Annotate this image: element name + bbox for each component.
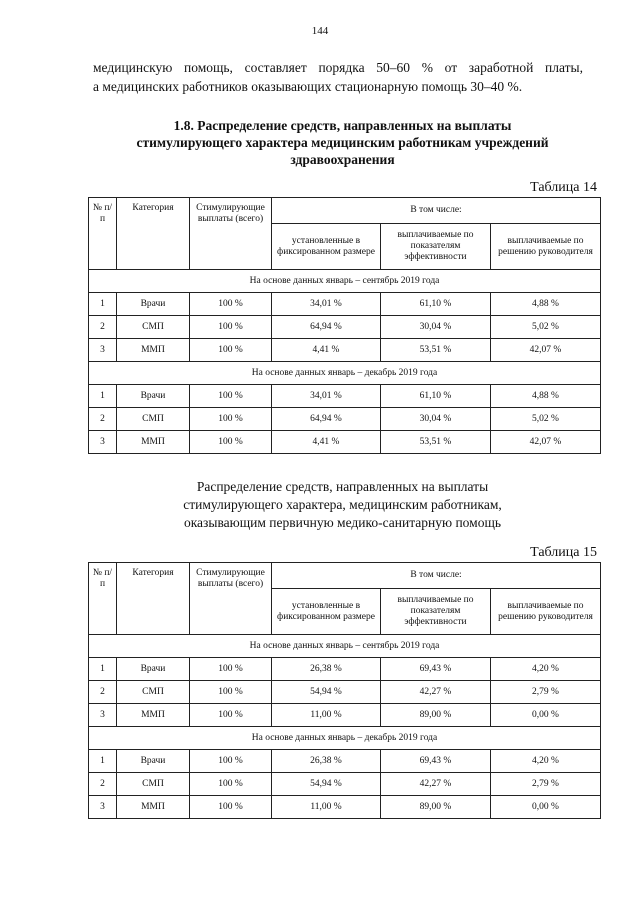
row-category: ММП <box>117 431 190 454</box>
row-efficiency: 69,43 % <box>381 658 491 681</box>
row-fixed: 64,94 % <box>272 316 381 339</box>
row-manager: 0,00 % <box>491 796 601 819</box>
row-efficiency: 30,04 % <box>381 316 491 339</box>
row-total: 100 % <box>190 385 272 408</box>
row-num: 1 <box>89 658 117 681</box>
table-row <box>89 293 601 316</box>
row-total: 100 % <box>190 293 272 316</box>
table-row <box>89 316 601 339</box>
row-total: 100 % <box>190 681 272 704</box>
subtitle-line-2: стимулирующего характера, медицинским работникам, <box>183 497 502 512</box>
row-num: 2 <box>89 773 117 796</box>
section-title-line-2: стимулирующего характера медицинским работникам учреждений <box>136 135 549 150</box>
row-manager: 4,88 % <box>491 385 601 408</box>
row-total: 100 % <box>190 316 272 339</box>
table-row <box>89 796 601 819</box>
row-total: 100 % <box>190 750 272 773</box>
row-fixed: 4,41 % <box>272 339 381 362</box>
header-category: Категория <box>117 198 190 270</box>
row-efficiency: 89,00 % <box>381 796 491 819</box>
row-manager: 4,88 % <box>491 293 601 316</box>
header-efficiency: выплачиваемые по показателям эффективности <box>381 224 491 270</box>
row-fixed: 54,94 % <box>272 773 381 796</box>
row-category: ММП <box>117 339 190 362</box>
row-total: 100 % <box>190 704 272 727</box>
row-category: СМП <box>117 773 190 796</box>
row-manager: 5,02 % <box>491 316 601 339</box>
row-num: 1 <box>89 750 117 773</box>
row-category: Врачи <box>117 750 190 773</box>
header-num: № п/п <box>89 198 117 270</box>
table-row <box>89 385 601 408</box>
row-fixed: 34,01 % <box>272 293 381 316</box>
row-category: ММП <box>117 796 190 819</box>
table-row <box>89 431 601 454</box>
row-fixed: 4,41 % <box>272 431 381 454</box>
row-fixed: 11,00 % <box>272 704 381 727</box>
table-row <box>89 773 601 796</box>
row-category: Врачи <box>117 293 190 316</box>
row-manager: 42,07 % <box>491 339 601 362</box>
table-15 <box>88 562 601 819</box>
header-manager: выплачиваемые по решению руководителя <box>491 589 601 635</box>
page-number: 144 <box>311 25 329 37</box>
row-num: 3 <box>89 704 117 727</box>
table-15-caption: Таблица 15 <box>530 545 597 560</box>
row-efficiency: 53,51 % <box>381 431 491 454</box>
table-row <box>89 704 601 727</box>
table-row <box>89 408 601 431</box>
table-14-caption: Таблица 14 <box>530 180 597 195</box>
row-manager: 0,00 % <box>491 704 601 727</box>
row-category: СМП <box>117 408 190 431</box>
header-manager: выплачиваемые по решению руководителя <box>491 224 601 270</box>
row-fixed: 26,38 % <box>272 658 381 681</box>
row-num: 3 <box>89 339 117 362</box>
row-fixed: 54,94 % <box>272 681 381 704</box>
subtitle-line-3: оказывающим первичную медико-санитарную помощь <box>183 515 502 530</box>
row-manager: 2,79 % <box>491 773 601 796</box>
section-title-line-1: 1.8. Распределение средств, направленных на выплаты <box>173 118 512 133</box>
row-total: 100 % <box>190 408 272 431</box>
header-stimulating: Стимулирующие выплаты (всего) <box>190 563 272 635</box>
row-efficiency: 61,10 % <box>381 293 491 316</box>
intro-line-2: а медицинских работников оказывающих стационарную помощь 30–40 %. <box>93 79 523 94</box>
table-row <box>89 339 601 362</box>
row-num: 1 <box>89 385 117 408</box>
subtitle-line-1: Распределение средств, направленных на выплаты <box>196 479 489 494</box>
row-category: Врачи <box>117 385 190 408</box>
row-total: 100 % <box>190 658 272 681</box>
row-efficiency: 30,04 % <box>381 408 491 431</box>
table-row <box>89 681 601 704</box>
row-manager: 2,79 % <box>491 681 601 704</box>
row-total: 100 % <box>190 339 272 362</box>
row-num: 2 <box>89 681 117 704</box>
period-band: На основе данных январь – сентябрь 2019 года <box>89 635 601 658</box>
row-manager: 4,20 % <box>491 750 601 773</box>
row-manager: 42,07 % <box>491 431 601 454</box>
row-num: 1 <box>89 293 117 316</box>
row-efficiency: 42,27 % <box>381 773 491 796</box>
section-title-line-3: здравоохранения <box>290 152 395 167</box>
row-fixed: 34,01 % <box>272 385 381 408</box>
header-stimulating: Стимулирующие выплаты (всего) <box>190 198 272 270</box>
row-category: СМП <box>117 681 190 704</box>
header-fixed: установленные в фиксированном размере <box>272 224 381 270</box>
row-total: 100 % <box>190 773 272 796</box>
period-band: На основе данных январь – декабрь 2019 года <box>89 362 601 385</box>
section-title <box>80 117 605 168</box>
intro-paragraph <box>93 58 583 96</box>
header-category: Категория <box>117 563 190 635</box>
subtitle <box>80 478 605 532</box>
table-row <box>89 658 601 681</box>
row-efficiency: 69,43 % <box>381 750 491 773</box>
row-fixed: 26,38 % <box>272 750 381 773</box>
table-14 <box>88 197 601 454</box>
header-including: В том числе: <box>272 198 601 224</box>
row-fixed: 11,00 % <box>272 796 381 819</box>
row-num: 2 <box>89 408 117 431</box>
row-efficiency: 42,27 % <box>381 681 491 704</box>
row-efficiency: 89,00 % <box>381 704 491 727</box>
header-fixed: установленные в фиксированном размере <box>272 589 381 635</box>
row-num: 3 <box>89 796 117 819</box>
row-category: СМП <box>117 316 190 339</box>
intro-line-1: медицинскую помощь, составляет порядка 50–60 % от заработной платы, <box>93 60 583 75</box>
row-category: ММП <box>117 704 190 727</box>
row-total: 100 % <box>190 796 272 819</box>
header-efficiency: выплачиваемые по показателям эффективности <box>381 589 491 635</box>
period-band: На основе данных январь – сентябрь 2019 года <box>89 270 601 293</box>
row-num: 2 <box>89 316 117 339</box>
row-num: 3 <box>89 431 117 454</box>
row-manager: 5,02 % <box>491 408 601 431</box>
row-manager: 4,20 % <box>491 658 601 681</box>
row-category: Врачи <box>117 658 190 681</box>
header-including: В том числе: <box>272 563 601 589</box>
row-total: 100 % <box>190 431 272 454</box>
table-row <box>89 750 601 773</box>
row-fixed: 64,94 % <box>272 408 381 431</box>
row-efficiency: 53,51 % <box>381 339 491 362</box>
row-efficiency: 61,10 % <box>381 385 491 408</box>
period-band: На основе данных январь – декабрь 2019 года <box>89 727 601 750</box>
header-num: № п/п <box>89 563 117 635</box>
